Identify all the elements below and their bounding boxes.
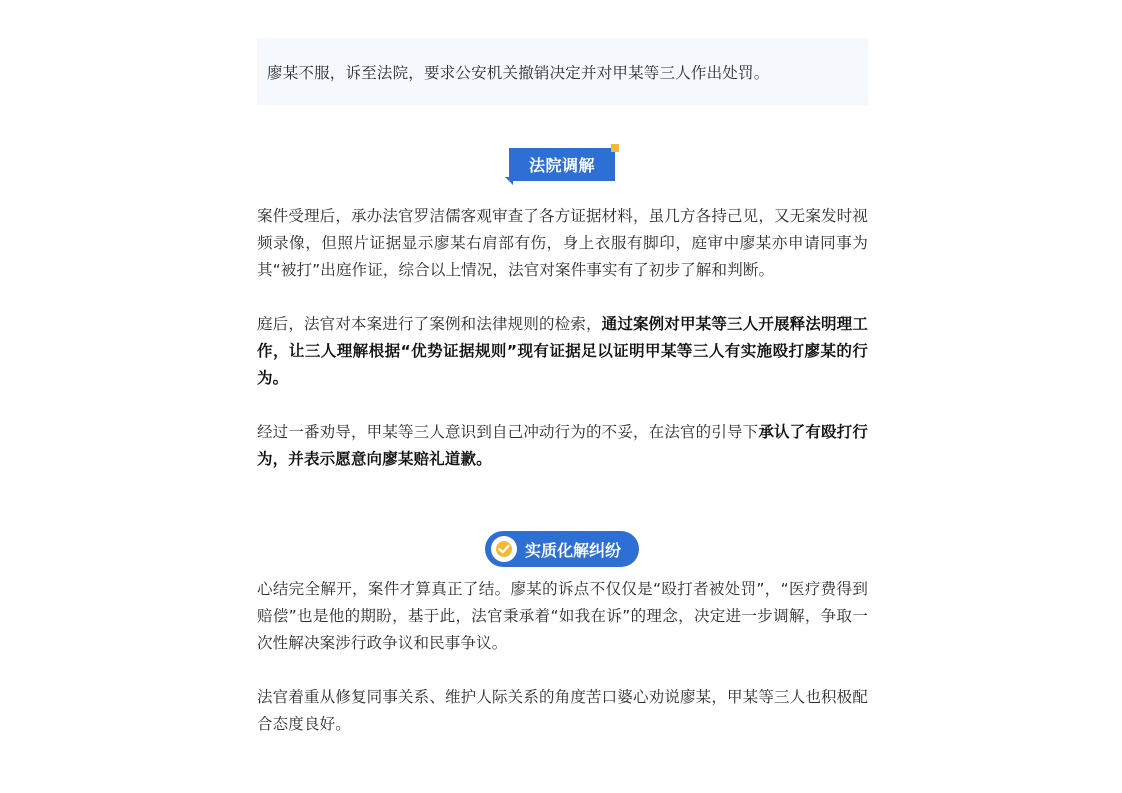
paragraph-1 bbox=[257, 203, 868, 284]
check-icon bbox=[491, 536, 517, 562]
paragraph-5-text: 法官着重从修复同事关系、维护人际关系的角度苦口婆心劝说廖某，甲某等三人也积极配合态度良好。 bbox=[257, 688, 868, 733]
quote-box bbox=[257, 38, 868, 105]
paragraph-2 bbox=[257, 311, 868, 392]
paragraph-3 bbox=[257, 419, 868, 473]
section-heading-court-mediation bbox=[505, 144, 617, 186]
paragraph-3-bold: 承认了有殴打行为，并表示愿意向廖某赔礼道歉。 bbox=[257, 423, 868, 468]
paragraph-2-text: 庭后，法官对本案进行了案例和法律规则的检索， bbox=[257, 315, 602, 333]
section-title: 法院调解 bbox=[509, 148, 615, 181]
corner-square-decoration bbox=[611, 144, 619, 152]
paragraph-4-text: 心结完全解开，案件才算真正了结。廖某的诉点不仅仅是“殴打者被处罚”，“医疗费得到赔偿”也是他的期盼，基于此，法官秉承着“如我在诉”的理念，决定进一步调解，争取一次性解决案涉行政争议和民事争议。 bbox=[257, 580, 868, 652]
paragraph-3-text: 经过一番劝导，甲某等三人意识到自己冲动行为的不妥，在法官的引导下 bbox=[257, 423, 759, 441]
paragraph-5 bbox=[257, 684, 868, 738]
section-heading-resolve-dispute bbox=[485, 531, 639, 567]
section-title: 实质化解纠纷 bbox=[525, 540, 622, 560]
paragraph-2-bold: 通过案例对甲某等三人开展释法明理工作，让三人理解根据“优势证据规则”现有证据足以证明甲某等三人有实施殴打廖某的行为。 bbox=[257, 315, 868, 387]
paragraph-4 bbox=[257, 576, 868, 657]
paragraph-1-text: 案件受理后，承办法官罗洁儒客观审查了各方证据材料，虽几方各持己见，又无案发时视频录像，但照片证据显示廖某右肩部有伤，身上衣服有脚印，庭审中廖某亦申请同事为其“被打”出庭作证，综合以上情况，法官对案件事实有了初步了解和判断。 bbox=[257, 207, 868, 279]
quote-text: 廖某不服，诉至法院，要求公安机关撤销决定并对甲某等三人作出处罚。 bbox=[267, 63, 770, 82]
